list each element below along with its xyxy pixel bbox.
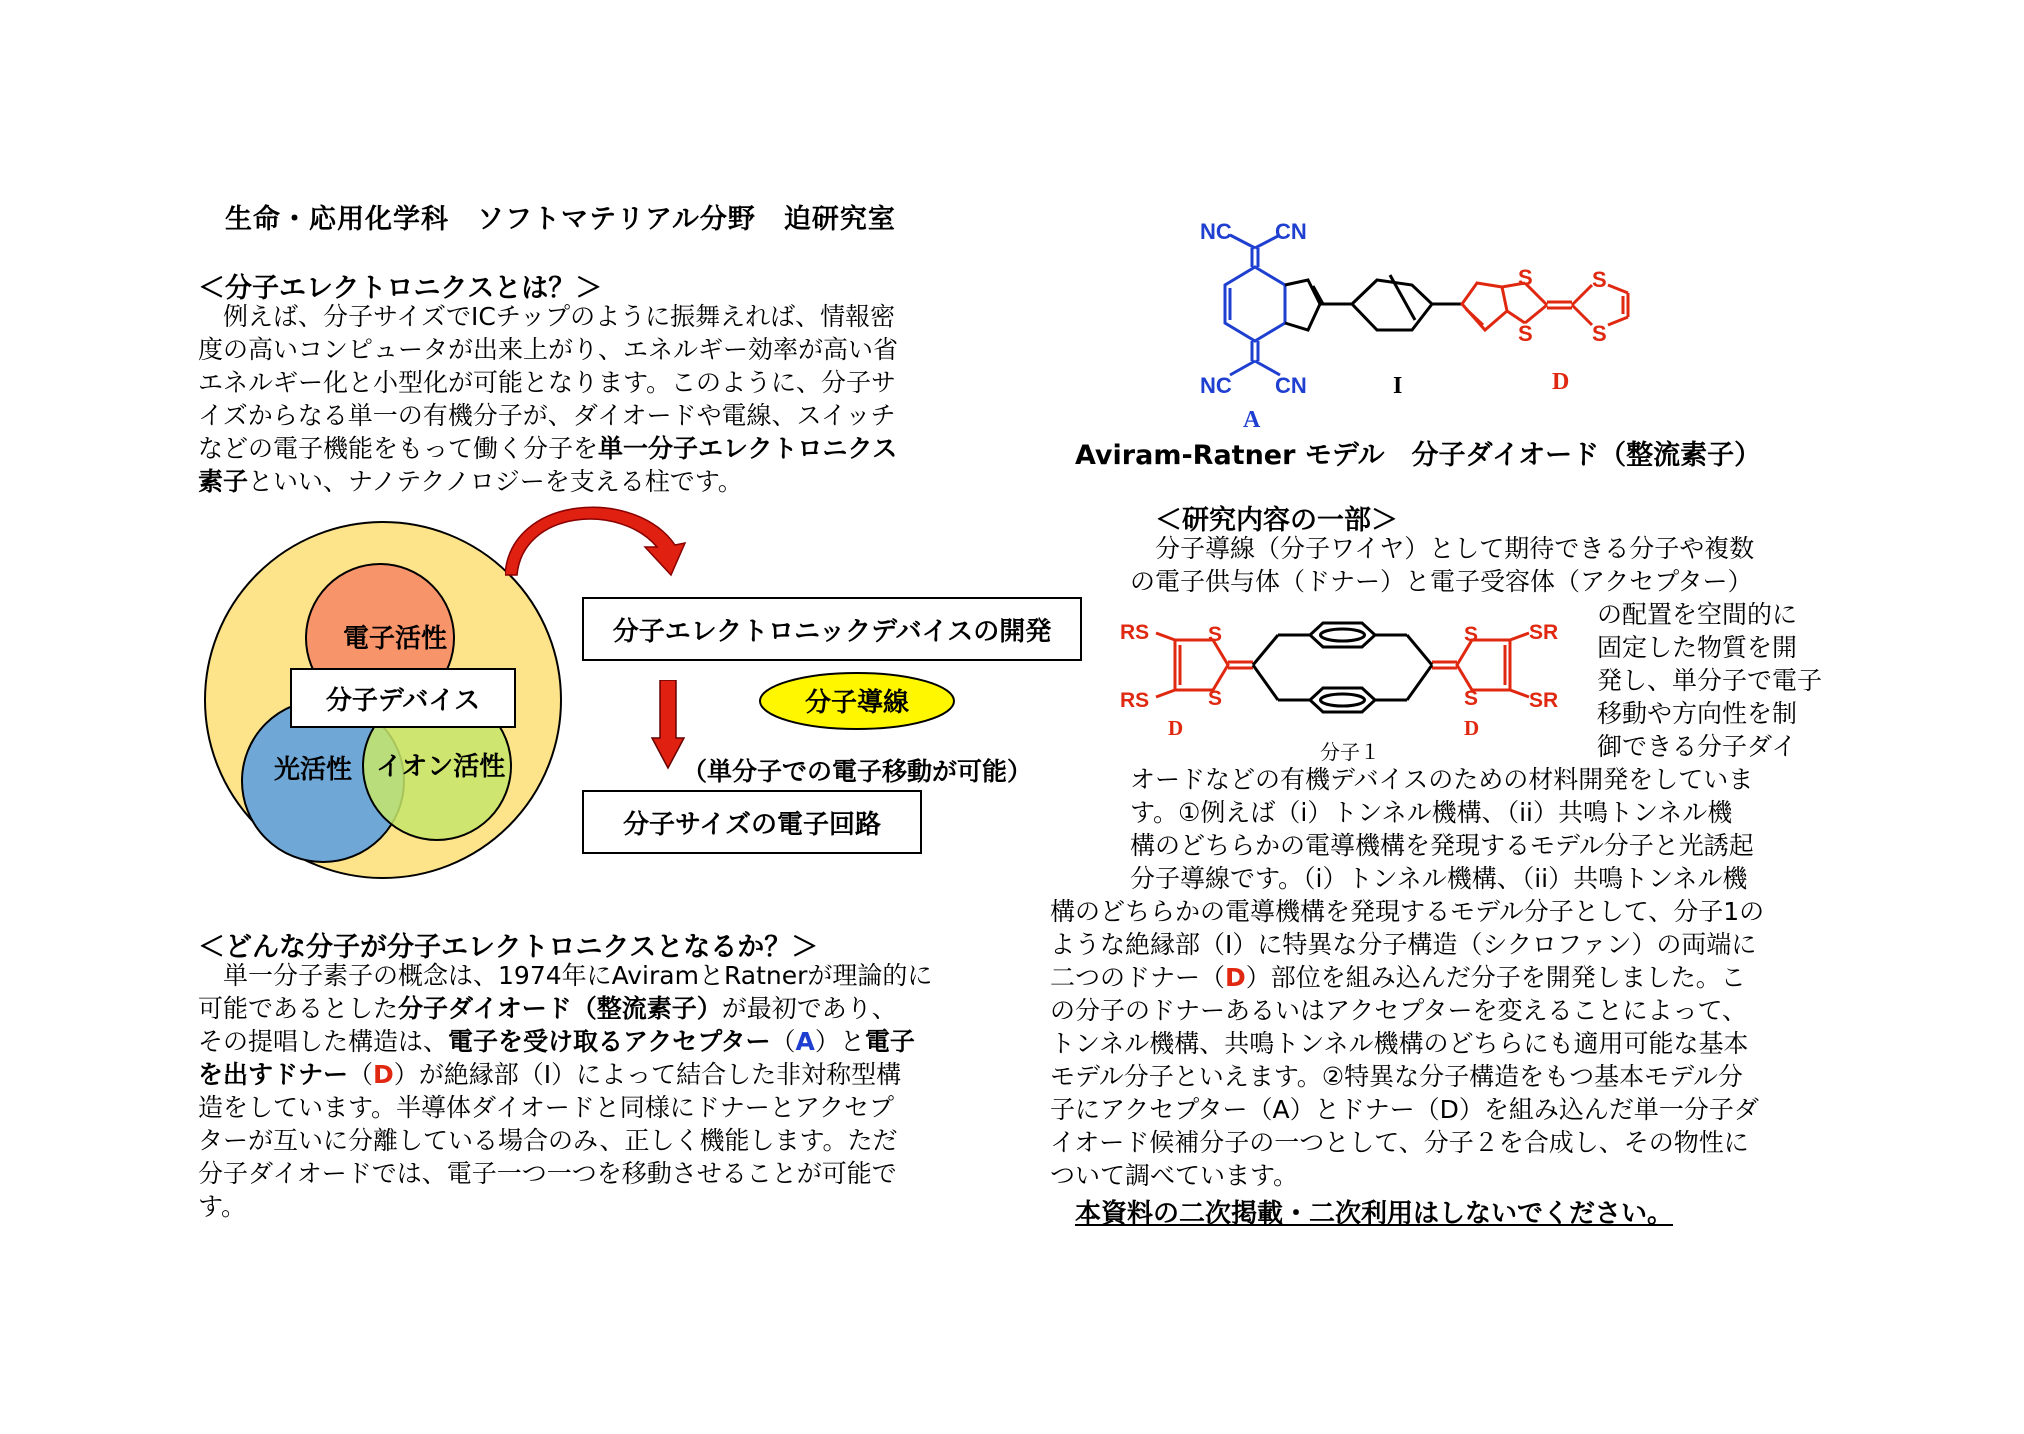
donor-line-text: ）部位を組み込んだ分子を開発しました。こ — [1245, 963, 1746, 992]
section3-line: 単一分子素子の概念は、1974年にAviramとRatnerが理論的に — [198, 961, 933, 990]
aviram-ratner-caption: Aviram-Ratner モデル 分子ダイオード（整流素子） — [1075, 440, 1762, 471]
section2-line: 移動や方向性を制 — [1597, 699, 1798, 728]
section1-line: エネルギー化と小型化が可能となります。このように、分子サ — [198, 368, 897, 397]
sr-label: SR — [1529, 621, 1559, 644]
donor-label: D — [1464, 716, 1480, 740]
section2-line: の配置を空間的に — [1597, 600, 1798, 629]
section3-text: （ — [348, 1060, 374, 1089]
bold-term: 電子を受け取るアクセプター — [448, 1027, 771, 1056]
section1-paragraph — [198, 300, 898, 498]
section2-line: の電子供与体（ドナー）と電子受容体（アクセプター） — [1130, 567, 1753, 596]
section2-line: の分子のドナーあるいはアクセプターを変えることによって、 — [1050, 996, 1748, 1025]
rs-label: RS — [1120, 621, 1150, 644]
sulfur-label: S — [1208, 623, 1223, 646]
curved-arrow-icon — [505, 505, 695, 585]
section2-line: ついて調べています。 — [1050, 1161, 1299, 1190]
cn-label: CN — [1275, 219, 1307, 244]
donor-label: D — [1168, 716, 1184, 740]
section2-line: 分子導線（分子ワイヤ）として期待できる分子や複数 — [1130, 534, 1755, 563]
section2-heading: ＜研究内容の一部＞ — [1155, 505, 1398, 536]
sulfur-label: S — [1592, 267, 1607, 292]
section3-line: 造をしています。半導体ダイオードと同様にドナーとアクセプ — [198, 1093, 895, 1122]
donor-label: D — [1552, 369, 1570, 395]
reuse-notice: 本資料の二次掲載・二次利用はしないでください。 — [1075, 1199, 1674, 1229]
section3-line: 分子ダイオードでは、電子一つ一つを移動させることが可能で — [198, 1159, 897, 1188]
device-development-box: 分子エレクトロニックデバイスの開発 — [582, 597, 1082, 661]
donor-line-text: 二つのドナー（ — [1050, 963, 1226, 992]
section1-line: 度の高いコンピュータが出来上がり、エネルギー効率が高い省 — [198, 335, 899, 364]
section2-line: イオード候補分子の一つとして、分子２を合成し、その物性に — [1050, 1128, 1749, 1157]
donor-highlight: D — [1225, 963, 1246, 992]
section3-text: ）と — [814, 1027, 865, 1056]
insulator-label: I — [1393, 373, 1403, 399]
section2-full-paragraph — [1050, 895, 1764, 1192]
sulfur-label: S — [1518, 321, 1533, 346]
section1-line: イズからなる単一の有機分子が、ダイオードや電線、スイッチ — [198, 401, 896, 430]
section1-heading: ＜分子エレクトロニクスとは？＞ — [198, 273, 603, 304]
sulfur-label: S — [1592, 321, 1607, 346]
bold-term: 電子 — [864, 1027, 915, 1056]
section3-line: す。 — [198, 1192, 247, 1221]
section2-line: 固定した物質を開 — [1597, 633, 1798, 662]
bold-term: 単一分子エレクトロニクス — [598, 434, 898, 463]
acceptor-label: A — [1243, 407, 1261, 430]
section3-line — [198, 1025, 932, 1058]
molecule-1-caption: 分子１ — [1320, 740, 1380, 764]
section2-line: モデル分子といえます。②特異な分子構造をもつ基本モデル分 — [1050, 1062, 1743, 1091]
molecular-circuit-box: 分子サイズの電子回路 — [582, 790, 922, 854]
venn-electron-label: 電子活性 — [343, 624, 448, 654]
sulfur-label: S — [1464, 687, 1479, 710]
section2-line — [1050, 961, 1764, 994]
section3-text: が最初であり、 — [721, 994, 897, 1023]
section1-line: 例えば、分子サイズでICチップのように振舞えれば、情報密 — [198, 302, 896, 331]
cn-label: CN — [1275, 373, 1307, 398]
section2-line: 子にアクセプター（A）とドナー（D）を組み込んだ単一分子ダ — [1050, 1095, 1759, 1124]
section2-line: ような絶縁部（I）に特異な分子構造（シクロファン）の両端に — [1050, 930, 1757, 959]
molecule-1-structure — [1118, 605, 1598, 765]
venn-ion-label: イオン活性 — [376, 752, 506, 782]
sulfur-label: S — [1208, 687, 1223, 710]
section2-line: オードなどの有機デバイスのための材料開発をしていま — [1130, 765, 1754, 794]
bold-term: 素子 — [198, 467, 249, 496]
molecular-wire-label: 分子導線 — [804, 688, 909, 718]
sulfur-label: S — [1464, 623, 1479, 646]
molecular-device-box: 分子デバイス — [290, 668, 516, 728]
section2-line: 構のどちらかの電導機構を発現するモデル分子と光誘起 — [1130, 831, 1754, 860]
section2-line: 構のどちらかの電導機構を発現するモデル分子として、分子1の — [1050, 897, 1765, 926]
section1-line — [198, 432, 898, 465]
section2-line: す。①例えば（i）トンネル機構、（ii）共鳴トンネル機 — [1130, 798, 1733, 827]
section3-heading: ＜どんな分子が分子エレクトロニクスとなるか？＞ — [198, 932, 819, 963]
section2-top-paragraph — [1130, 532, 1754, 598]
section3-line — [198, 1058, 932, 1091]
section2-line: 分子導線です。（i）トンネル機構、（ii）共鳴トンネル機 — [1130, 864, 1748, 893]
section1-line — [198, 465, 898, 498]
nc-label: NC — [1200, 373, 1232, 398]
section2-line: トンネル機構、共鳴トンネル機構のどちらにも適用可能な基本 — [1050, 1029, 1749, 1058]
acceptor-highlight: A — [795, 1027, 815, 1056]
section3-text: ）が絶縁部（I）によって結合した非対称型構 — [393, 1060, 902, 1089]
page-title: 生命・応用化学科 ソフトマテリアル分野 迫研究室 — [225, 204, 896, 235]
rs-label: RS — [1120, 689, 1150, 712]
venn-photo-label: 光活性 — [274, 755, 353, 785]
section1-line6-text: といい、ナノテクノロジーを支える柱です。 — [248, 467, 743, 496]
section2-indented-paragraph — [1130, 763, 1754, 895]
section2-line: 発し、単分子で電子 — [1597, 666, 1823, 695]
bold-term: を出すドナー — [198, 1060, 349, 1089]
section2-side-paragraph — [1597, 598, 1822, 763]
section3-line: ターが互いに分離している場合のみ、正しく機能します。ただ — [198, 1126, 898, 1155]
section3-line — [198, 992, 932, 1025]
nc-label: NC — [1200, 219, 1232, 244]
section1-line5-text: などの電子機能をもって働く分子を — [198, 434, 599, 463]
aviram-ratner-structure — [1180, 205, 1680, 430]
sulfur-label: S — [1518, 265, 1533, 290]
section2-line: 御できる分子ダイ — [1597, 732, 1797, 761]
down-arrow-icon — [650, 680, 686, 770]
section3-text: （ — [770, 1027, 796, 1056]
bold-term: 分子ダイオード（整流素子） — [398, 994, 722, 1023]
section3-paragraph — [198, 959, 932, 1223]
section3-text: 可能であるとした — [198, 994, 399, 1023]
section3-text: その提唱した構造は、 — [198, 1027, 449, 1056]
single-molecule-transfer-note: （単分子での電子移動が可能） — [682, 757, 1033, 786]
sr-label: SR — [1529, 689, 1559, 712]
donor-highlight: D — [373, 1060, 394, 1089]
